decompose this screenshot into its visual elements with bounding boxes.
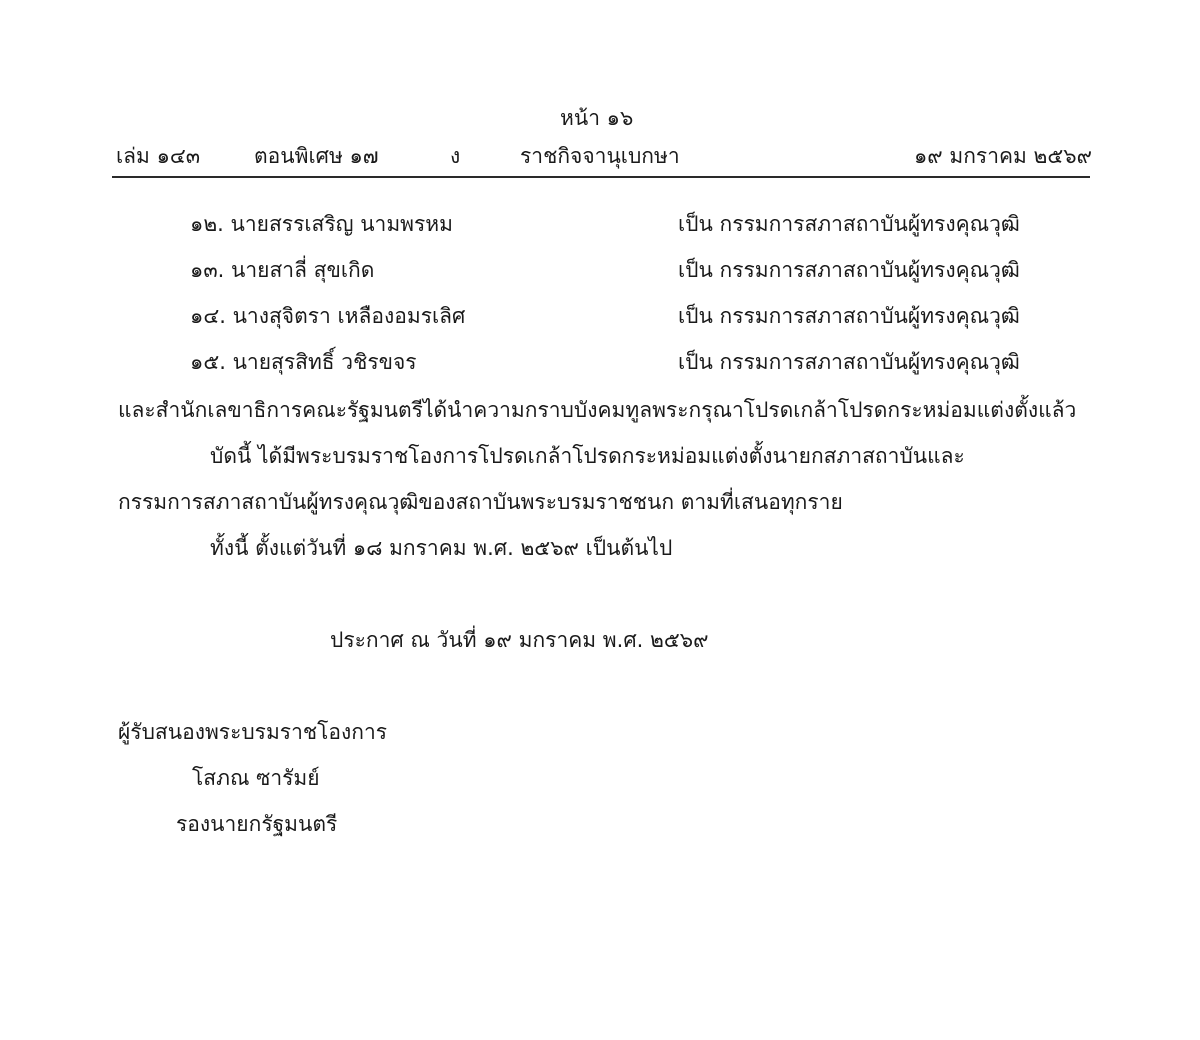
- section-letter: ง: [450, 144, 461, 168]
- gazette-name: ราชกิจจานุเบกษา: [520, 144, 680, 168]
- member-role: เป็น กรรมการสภาสถาบันผู้ทรงคุณวุฒิ: [678, 258, 1020, 282]
- member-role: เป็น กรรมการสภาสถาบันผู้ทรงคุณวุฒิ: [678, 212, 1020, 236]
- volume-number: เล่ม ๑๔๓: [116, 144, 201, 168]
- member-role: เป็น กรรมการสภาสถาบันผู้ทรงคุณวุฒิ: [678, 304, 1020, 328]
- page-number: หน้า ๑๖: [560, 106, 634, 130]
- member-role: เป็น กรรมการสภาสถาบันผู้ทรงคุณวุฒิ: [678, 350, 1020, 374]
- body-paragraph-2-line-1: บัดนี้ ได้มีพระบรมราชโองการโปรดเกล้าโปรดกระหม่อมแต่งตั้งนายกสภาสถาบันและ: [210, 444, 965, 468]
- header-divider: [112, 176, 1090, 178]
- issue-number: ตอนพิเศษ ๑๗: [254, 144, 379, 168]
- member-name: ๑๕. นายสุรสิทธิ์ วชิรขจร: [190, 350, 417, 374]
- member-row: [190, 256, 1090, 284]
- body-paragraph-3: ทั้งนี้ ตั้งแต่วันที่ ๑๘ มกราคม พ.ศ. ๒๕๖๙ เป็นต้นไป: [210, 536, 673, 560]
- gazette-header: [116, 142, 1092, 170]
- member-name: ๑๓. นายสาลี่ สุขเกิด: [190, 258, 375, 282]
- signer-title: รองนายกรัฐมนตรี: [176, 812, 338, 836]
- body-paragraph-2-line-2: กรรมการสภาสถาบันผู้ทรงคุณวุฒิของสถาบันพระบรมราชชนก ตามที่เสนอทุกราย: [118, 490, 843, 514]
- member-name: ๑๔. นางสุจิตรา เหลืองอมรเลิศ: [190, 304, 466, 328]
- member-row: [190, 302, 1090, 330]
- body-paragraph-1: และสำนักเลขาธิการคณะรัฐมนตรีได้นำความกราบบังคมทูลพระกรุณาโปรดเกล้าโปรดกระหม่อมแต่งตั้งแล้ว: [118, 398, 1077, 422]
- publication-date: ๑๙ มกราคม ๒๕๖๙: [913, 144, 1092, 168]
- signer-name: โสภณ ซารัมย์: [192, 766, 320, 790]
- proclamation-date: ประกาศ ณ วันที่ ๑๙ มกราคม พ.ศ. ๒๕๖๙: [330, 628, 709, 652]
- member-row: [190, 210, 1090, 238]
- member-row: [190, 348, 1090, 376]
- countersign-label: ผู้รับสนองพระบรมราชโองการ: [118, 720, 388, 744]
- member-name: ๑๒. นายสรรเสริญ นามพรหม: [190, 212, 453, 236]
